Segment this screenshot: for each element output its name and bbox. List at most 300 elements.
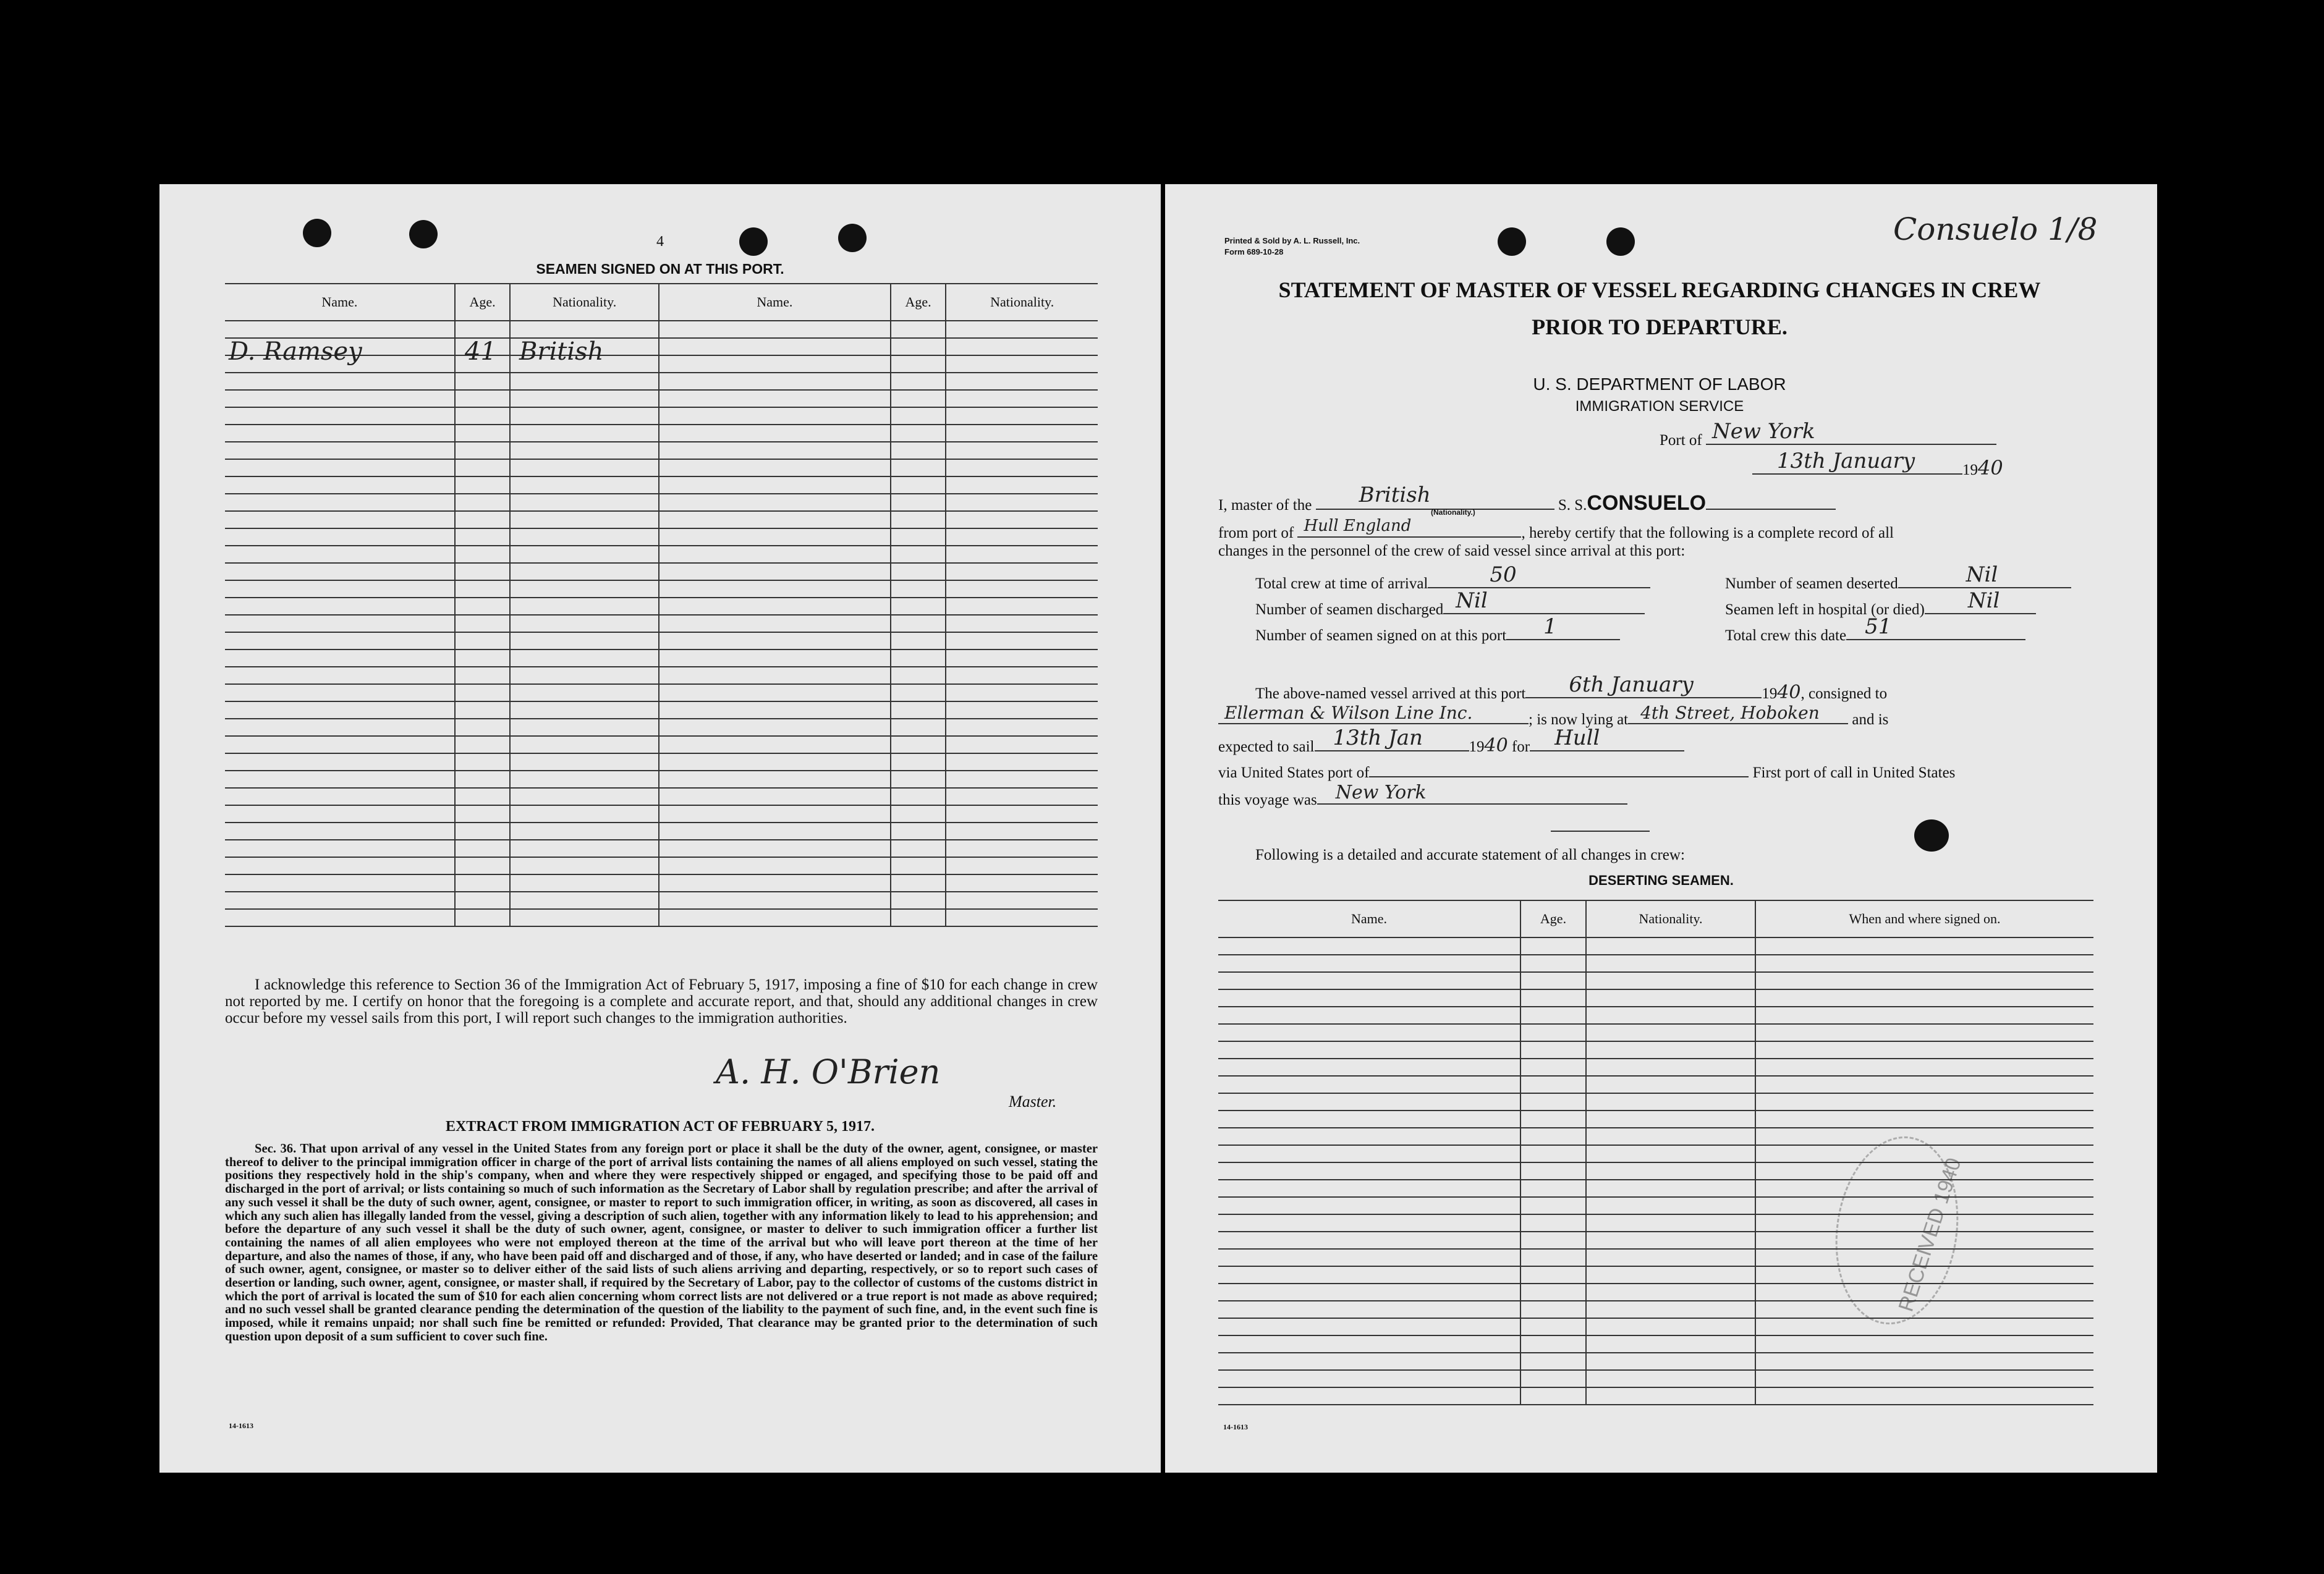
table-cell[interactable] bbox=[946, 407, 1098, 425]
table-cell[interactable] bbox=[659, 494, 891, 511]
table-cell[interactable] bbox=[225, 874, 455, 892]
table-cell[interactable] bbox=[891, 823, 946, 840]
table-cell[interactable] bbox=[1586, 955, 1755, 972]
date-field[interactable] bbox=[1752, 449, 1962, 475]
table-cell[interactable] bbox=[1218, 1007, 1520, 1024]
table-cell[interactable] bbox=[455, 442, 511, 459]
table-cell[interactable] bbox=[1755, 972, 2093, 989]
table-cell[interactable] bbox=[510, 771, 659, 788]
table-cell[interactable] bbox=[510, 892, 659, 909]
table-cell[interactable] bbox=[225, 823, 455, 840]
table-cell[interactable] bbox=[1586, 1007, 1755, 1024]
table-cell[interactable] bbox=[891, 857, 946, 874]
table-cell[interactable] bbox=[946, 684, 1098, 701]
table-cell[interactable] bbox=[946, 580, 1098, 598]
table-cell[interactable] bbox=[891, 736, 946, 753]
table-cell[interactable] bbox=[891, 771, 946, 788]
table-cell[interactable] bbox=[1520, 1041, 1586, 1059]
table-cell[interactable] bbox=[1755, 989, 2093, 1007]
table-cell[interactable] bbox=[455, 407, 511, 425]
table-cell[interactable] bbox=[659, 355, 891, 373]
table-cell[interactable] bbox=[1520, 1024, 1586, 1041]
table-cell[interactable] bbox=[455, 494, 511, 511]
table-cell[interactable] bbox=[1218, 1387, 1520, 1405]
table-cell[interactable] bbox=[225, 580, 455, 598]
table-cell[interactable] bbox=[225, 892, 455, 909]
from-port-field[interactable] bbox=[1297, 518, 1521, 538]
table-cell[interactable] bbox=[455, 805, 511, 823]
table-cell[interactable] bbox=[510, 823, 659, 840]
table-cell[interactable] bbox=[455, 840, 511, 857]
table-cell[interactable] bbox=[946, 321, 1098, 338]
table-cell[interactable] bbox=[891, 788, 946, 805]
table-cell[interactable] bbox=[1218, 1249, 1520, 1266]
table-cell[interactable] bbox=[1520, 1111, 1586, 1128]
table-cell[interactable] bbox=[225, 373, 455, 390]
table-cell[interactable] bbox=[891, 476, 946, 494]
table-cell[interactable] bbox=[946, 632, 1098, 649]
table-cell[interactable] bbox=[891, 511, 946, 528]
table-cell[interactable] bbox=[1586, 1145, 1755, 1162]
table-cell[interactable] bbox=[1755, 1353, 2093, 1370]
table-cell[interactable] bbox=[1586, 937, 1755, 955]
table-cell[interactable] bbox=[225, 649, 455, 667]
table-cell[interactable] bbox=[1586, 1162, 1755, 1180]
table-cell[interactable] bbox=[1520, 937, 1586, 955]
table-cell[interactable] bbox=[510, 684, 659, 701]
table-cell[interactable] bbox=[946, 788, 1098, 805]
table-cell[interactable] bbox=[510, 390, 659, 407]
table-cell[interactable] bbox=[510, 494, 659, 511]
table-cell[interactable] bbox=[455, 425, 511, 442]
table-cell[interactable] bbox=[455, 511, 511, 528]
table-cell[interactable] bbox=[225, 857, 455, 874]
table-cell[interactable] bbox=[891, 892, 946, 909]
table-cell[interactable] bbox=[510, 719, 659, 736]
table-cell[interactable] bbox=[510, 632, 659, 649]
table-cell[interactable] bbox=[1755, 1318, 2093, 1335]
table-cell[interactable] bbox=[1520, 1214, 1586, 1232]
table-cell[interactable] bbox=[225, 476, 455, 494]
table-cell[interactable] bbox=[510, 649, 659, 667]
hospital-field[interactable] bbox=[1925, 588, 2036, 614]
table-cell[interactable] bbox=[891, 494, 946, 511]
table-cell[interactable] bbox=[1218, 1266, 1520, 1284]
table-cell[interactable] bbox=[225, 667, 455, 684]
table-cell[interactable] bbox=[1520, 1249, 1586, 1266]
table-cell[interactable] bbox=[455, 632, 511, 649]
table-cell[interactable] bbox=[946, 892, 1098, 909]
table-cell[interactable] bbox=[891, 805, 946, 823]
table-cell[interactable] bbox=[510, 546, 659, 563]
table-cell[interactable] bbox=[659, 598, 891, 615]
table-cell[interactable] bbox=[1218, 1093, 1520, 1111]
table-cell[interactable] bbox=[659, 563, 891, 580]
table-cell[interactable] bbox=[225, 459, 455, 476]
table-cell[interactable] bbox=[510, 753, 659, 771]
table-cell[interactable] bbox=[455, 909, 511, 926]
table-cell[interactable] bbox=[1586, 989, 1755, 1007]
table-cell[interactable] bbox=[1586, 1076, 1755, 1093]
table-cell[interactable] bbox=[225, 528, 455, 546]
table-cell[interactable] bbox=[891, 528, 946, 546]
table-cell[interactable] bbox=[659, 684, 891, 701]
table-cell[interactable] bbox=[1520, 1370, 1586, 1387]
table-cell[interactable] bbox=[1755, 1093, 2093, 1111]
table-cell[interactable] bbox=[225, 736, 455, 753]
table-cell[interactable] bbox=[1218, 1024, 1520, 1041]
table-cell[interactable] bbox=[1755, 1335, 2093, 1353]
table-cell[interactable] bbox=[455, 580, 511, 598]
table-cell[interactable] bbox=[946, 753, 1098, 771]
table-cell[interactable] bbox=[891, 459, 946, 476]
table-cell[interactable] bbox=[891, 563, 946, 580]
voyage-field[interactable] bbox=[1317, 782, 1627, 805]
table-cell[interactable] bbox=[891, 719, 946, 736]
table-cell[interactable] bbox=[225, 753, 455, 771]
table-cell[interactable] bbox=[659, 338, 891, 355]
table-cell[interactable] bbox=[946, 355, 1098, 373]
table-cell[interactable] bbox=[946, 719, 1098, 736]
table-cell[interactable] bbox=[455, 701, 511, 719]
table-cell[interactable] bbox=[225, 909, 455, 926]
table-cell[interactable] bbox=[510, 563, 659, 580]
table-cell[interactable] bbox=[1586, 1370, 1755, 1387]
table-cell[interactable] bbox=[455, 546, 511, 563]
table-cell[interactable] bbox=[455, 719, 511, 736]
table-cell[interactable] bbox=[891, 321, 946, 338]
table-cell[interactable] bbox=[659, 909, 891, 926]
table-cell[interactable] bbox=[891, 909, 946, 926]
table-cell[interactable] bbox=[510, 805, 659, 823]
table-cell[interactable] bbox=[946, 563, 1098, 580]
table-cell[interactable] bbox=[225, 442, 455, 459]
table-cell[interactable] bbox=[1586, 972, 1755, 989]
table-cell[interactable] bbox=[510, 840, 659, 857]
table-cell[interactable] bbox=[1586, 1180, 1755, 1197]
table-cell[interactable] bbox=[946, 615, 1098, 632]
table-cell[interactable] bbox=[1218, 1353, 1520, 1370]
table-cell[interactable] bbox=[891, 649, 946, 667]
table-cell[interactable] bbox=[659, 407, 891, 425]
table-cell[interactable] bbox=[946, 909, 1098, 926]
deserted-field[interactable] bbox=[1898, 562, 2071, 588]
table-cell[interactable] bbox=[946, 546, 1098, 563]
table-cell[interactable] bbox=[455, 528, 511, 546]
table-cell[interactable] bbox=[510, 580, 659, 598]
table-cell[interactable] bbox=[1218, 1301, 1520, 1318]
table-cell[interactable] bbox=[659, 615, 891, 632]
table-cell[interactable] bbox=[891, 753, 946, 771]
table-cell[interactable] bbox=[225, 546, 455, 563]
table-cell[interactable] bbox=[659, 823, 891, 840]
table-cell[interactable] bbox=[659, 771, 891, 788]
table-cell[interactable] bbox=[946, 771, 1098, 788]
table-cell[interactable] bbox=[1218, 955, 1520, 972]
table-cell[interactable] bbox=[1755, 1041, 2093, 1059]
table-cell[interactable] bbox=[1755, 937, 2093, 955]
table-cell[interactable] bbox=[455, 598, 511, 615]
table-cell[interactable] bbox=[1520, 1387, 1586, 1405]
table-cell[interactable] bbox=[455, 788, 511, 805]
table-cell[interactable] bbox=[659, 857, 891, 874]
table-cell[interactable] bbox=[659, 459, 891, 476]
lying-field[interactable] bbox=[1628, 704, 1848, 724]
table-cell[interactable] bbox=[1755, 955, 2093, 972]
table-cell[interactable] bbox=[225, 494, 455, 511]
table-cell[interactable] bbox=[659, 528, 891, 546]
table-cell[interactable] bbox=[1586, 1059, 1755, 1076]
table-cell[interactable] bbox=[891, 598, 946, 615]
table-cell[interactable] bbox=[1218, 1145, 1520, 1162]
table-cell[interactable] bbox=[946, 649, 1098, 667]
table-cell[interactable] bbox=[510, 736, 659, 753]
table-cell[interactable] bbox=[946, 805, 1098, 823]
consignee-field[interactable] bbox=[1218, 704, 1529, 724]
table-cell[interactable] bbox=[1586, 1249, 1755, 1266]
table-cell[interactable] bbox=[1755, 1076, 2093, 1093]
table-cell[interactable] bbox=[946, 667, 1098, 684]
table-cell[interactable] bbox=[1586, 1128, 1755, 1145]
table-cell[interactable] bbox=[1586, 1335, 1755, 1353]
table-cell[interactable] bbox=[510, 598, 659, 615]
table-cell[interactable] bbox=[510, 442, 659, 459]
table-cell[interactable] bbox=[455, 321, 511, 338]
table-cell[interactable] bbox=[1520, 972, 1586, 989]
table-cell[interactable] bbox=[225, 840, 455, 857]
table-cell[interactable] bbox=[1520, 1180, 1586, 1197]
table-cell[interactable] bbox=[659, 511, 891, 528]
table-cell[interactable] bbox=[1586, 1024, 1755, 1041]
table-cell[interactable] bbox=[455, 823, 511, 840]
table-cell[interactable] bbox=[659, 667, 891, 684]
table-cell[interactable] bbox=[510, 321, 659, 338]
table-cell[interactable] bbox=[455, 649, 511, 667]
table-cell[interactable] bbox=[1586, 1318, 1755, 1335]
table-cell[interactable] bbox=[1586, 1197, 1755, 1214]
table-cell[interactable] bbox=[1586, 1041, 1755, 1059]
table-cell[interactable] bbox=[225, 771, 455, 788]
table-cell[interactable] bbox=[1218, 989, 1520, 1007]
table-cell[interactable] bbox=[1520, 1093, 1586, 1111]
port-field[interactable] bbox=[1706, 419, 1996, 445]
table-cell[interactable] bbox=[1218, 1214, 1520, 1232]
table-cell[interactable] bbox=[946, 338, 1098, 355]
table-cell[interactable] bbox=[510, 425, 659, 442]
table-cell[interactable] bbox=[891, 580, 946, 598]
table-cell[interactable] bbox=[225, 788, 455, 805]
table-cell[interactable] bbox=[1586, 1214, 1755, 1232]
table-cell[interactable] bbox=[946, 476, 1098, 494]
table-cell[interactable] bbox=[891, 407, 946, 425]
table-cell[interactable] bbox=[946, 736, 1098, 753]
table-cell[interactable] bbox=[659, 840, 891, 857]
table-cell[interactable] bbox=[1218, 1284, 1520, 1301]
table-cell[interactable] bbox=[891, 874, 946, 892]
table-cell[interactable] bbox=[1586, 1387, 1755, 1405]
table-cell[interactable] bbox=[510, 407, 659, 425]
table-cell[interactable] bbox=[225, 425, 455, 442]
table-cell[interactable] bbox=[1520, 989, 1586, 1007]
table-cell[interactable] bbox=[659, 425, 891, 442]
table-cell[interactable] bbox=[225, 563, 455, 580]
table-cell[interactable] bbox=[455, 390, 511, 407]
table-cell[interactable] bbox=[946, 425, 1098, 442]
table-cell[interactable] bbox=[1586, 1266, 1755, 1284]
table-cell[interactable] bbox=[455, 736, 511, 753]
table-cell[interactable] bbox=[891, 546, 946, 563]
table-cell[interactable] bbox=[455, 476, 511, 494]
table-cell[interactable] bbox=[1755, 1370, 2093, 1387]
table-cell[interactable] bbox=[455, 373, 511, 390]
table-cell[interactable] bbox=[1755, 1059, 2093, 1076]
table-cell[interactable] bbox=[891, 684, 946, 701]
table-cell[interactable] bbox=[659, 442, 891, 459]
table-cell[interactable] bbox=[455, 771, 511, 788]
table-cell[interactable] bbox=[659, 632, 891, 649]
table-cell[interactable] bbox=[1586, 1232, 1755, 1249]
table-cell[interactable] bbox=[659, 390, 891, 407]
table-cell[interactable] bbox=[1218, 1318, 1520, 1335]
table-cell[interactable] bbox=[1218, 937, 1520, 955]
table-cell[interactable] bbox=[1586, 1093, 1755, 1111]
table-cell[interactable] bbox=[659, 701, 891, 719]
table-cell[interactable] bbox=[1218, 1041, 1520, 1059]
table-cell[interactable] bbox=[1218, 1197, 1520, 1214]
table-cell[interactable] bbox=[659, 373, 891, 390]
table-cell[interactable] bbox=[1755, 1111, 2093, 1128]
table-cell[interactable] bbox=[946, 701, 1098, 719]
table-cell[interactable] bbox=[1218, 1059, 1520, 1076]
table-cell[interactable] bbox=[1520, 1284, 1586, 1301]
table-cell[interactable] bbox=[946, 857, 1098, 874]
table-cell[interactable] bbox=[510, 701, 659, 719]
table-cell[interactable] bbox=[510, 615, 659, 632]
table-cell[interactable] bbox=[946, 511, 1098, 528]
table-cell[interactable] bbox=[1520, 1232, 1586, 1249]
table-cell[interactable] bbox=[1218, 972, 1520, 989]
table-cell[interactable] bbox=[1218, 1180, 1520, 1197]
table-cell[interactable] bbox=[659, 719, 891, 736]
table-cell[interactable] bbox=[510, 909, 659, 926]
table-cell[interactable] bbox=[946, 494, 1098, 511]
table-cell[interactable] bbox=[659, 753, 891, 771]
table-cell[interactable] bbox=[225, 684, 455, 701]
table-cell[interactable] bbox=[659, 321, 891, 338]
table-cell[interactable] bbox=[510, 373, 659, 390]
table-cell[interactable] bbox=[659, 546, 891, 563]
table-cell[interactable] bbox=[225, 407, 455, 425]
table-cell[interactable] bbox=[225, 321, 455, 338]
table-cell[interactable] bbox=[1586, 1353, 1755, 1370]
table-cell[interactable] bbox=[1520, 1266, 1586, 1284]
table-cell[interactable] bbox=[225, 719, 455, 736]
table-cell[interactable] bbox=[659, 874, 891, 892]
table-cell[interactable] bbox=[510, 459, 659, 476]
table-cell[interactable] bbox=[1586, 1111, 1755, 1128]
table-cell[interactable] bbox=[1218, 1232, 1520, 1249]
table-cell[interactable] bbox=[946, 373, 1098, 390]
table-cell[interactable] bbox=[1218, 1076, 1520, 1093]
table-cell[interactable] bbox=[891, 338, 946, 355]
table-cell[interactable] bbox=[946, 598, 1098, 615]
table-cell[interactable] bbox=[891, 425, 946, 442]
table-cell[interactable] bbox=[891, 667, 946, 684]
table-cell[interactable] bbox=[659, 580, 891, 598]
table-cell[interactable] bbox=[891, 442, 946, 459]
table-cell[interactable] bbox=[455, 563, 511, 580]
table-cell[interactable] bbox=[659, 788, 891, 805]
table-cell[interactable] bbox=[1218, 1162, 1520, 1180]
table-cell[interactable] bbox=[891, 355, 946, 373]
table-cell[interactable] bbox=[946, 874, 1098, 892]
table-cell[interactable] bbox=[1586, 1284, 1755, 1301]
table-cell[interactable] bbox=[1520, 1007, 1586, 1024]
table-cell[interactable] bbox=[891, 840, 946, 857]
for-field[interactable] bbox=[1530, 726, 1684, 751]
nationality-field[interactable] bbox=[1316, 483, 1554, 510]
discharged-field[interactable] bbox=[1443, 588, 1645, 614]
table-cell[interactable] bbox=[1755, 1007, 2093, 1024]
table-cell[interactable] bbox=[455, 857, 511, 874]
table-cell[interactable] bbox=[891, 373, 946, 390]
table-cell[interactable] bbox=[1755, 1387, 2093, 1405]
table-cell[interactable] bbox=[510, 511, 659, 528]
table-cell[interactable] bbox=[455, 753, 511, 771]
table-cell[interactable] bbox=[225, 390, 455, 407]
table-cell[interactable] bbox=[510, 788, 659, 805]
table-cell[interactable] bbox=[659, 736, 891, 753]
table-cell[interactable] bbox=[1520, 1076, 1586, 1093]
table-cell[interactable] bbox=[225, 805, 455, 823]
table-cell[interactable] bbox=[946, 459, 1098, 476]
table-cell[interactable] bbox=[1520, 1059, 1586, 1076]
table-cell[interactable] bbox=[659, 649, 891, 667]
table-cell[interactable] bbox=[1520, 1335, 1586, 1353]
table-cell[interactable] bbox=[891, 632, 946, 649]
table-cell[interactable] bbox=[510, 857, 659, 874]
table-cell[interactable] bbox=[225, 511, 455, 528]
table-cell[interactable] bbox=[510, 528, 659, 546]
arrived-field[interactable] bbox=[1525, 672, 1762, 698]
table-cell[interactable] bbox=[1520, 1197, 1586, 1214]
table-cell[interactable] bbox=[946, 823, 1098, 840]
table-cell[interactable] bbox=[1218, 1335, 1520, 1353]
table-cell[interactable] bbox=[225, 632, 455, 649]
table-cell[interactable] bbox=[659, 805, 891, 823]
table-cell[interactable] bbox=[225, 598, 455, 615]
table-cell[interactable] bbox=[946, 442, 1098, 459]
table-cell[interactable] bbox=[510, 667, 659, 684]
table-cell[interactable] bbox=[455, 874, 511, 892]
table-cell[interactable] bbox=[1520, 1301, 1586, 1318]
total-arrival-field[interactable] bbox=[1428, 562, 1650, 588]
table-cell[interactable] bbox=[455, 667, 511, 684]
table-cell[interactable] bbox=[1520, 1162, 1586, 1180]
table-cell[interactable] bbox=[891, 390, 946, 407]
via-field[interactable] bbox=[1369, 759, 1749, 777]
table-cell[interactable] bbox=[946, 390, 1098, 407]
table-cell[interactable] bbox=[1520, 1145, 1586, 1162]
table-cell[interactable] bbox=[455, 684, 511, 701]
table-cell[interactable] bbox=[659, 892, 891, 909]
expected-field[interactable] bbox=[1315, 726, 1469, 751]
table-cell[interactable] bbox=[1586, 1301, 1755, 1318]
table-cell[interactable] bbox=[510, 476, 659, 494]
table-cell[interactable] bbox=[1218, 1128, 1520, 1145]
table-cell[interactable] bbox=[1520, 1128, 1586, 1145]
signed-on-field[interactable] bbox=[1506, 614, 1620, 640]
